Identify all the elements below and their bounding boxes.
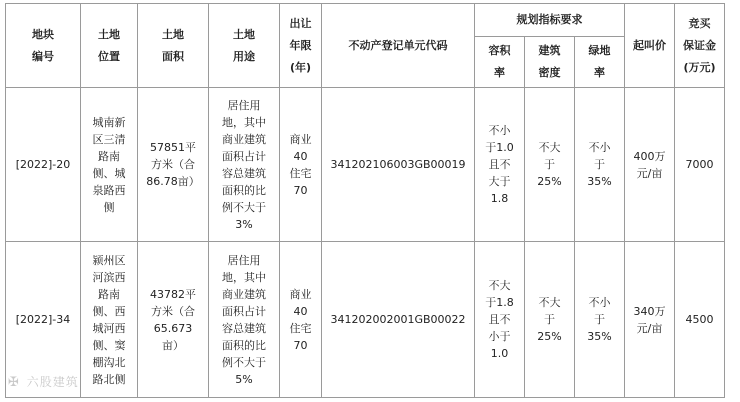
header-location: 土地 位置 bbox=[81, 4, 138, 88]
density-cell: 不大 于 25% bbox=[525, 88, 575, 242]
location-cell: 城南新 区三清 路南 侧、城 泉路西 侧 bbox=[81, 88, 138, 242]
plot-ratio-cell: 不小 于1.0 且不 大于 1.8 bbox=[475, 88, 525, 242]
header-plot-ratio: 容积 率 bbox=[475, 37, 525, 88]
deposit-cell: 4500 bbox=[675, 242, 725, 398]
land-auction-table bbox=[5, 3, 725, 398]
density-cell: 不大 于 25% bbox=[525, 242, 575, 398]
start-price-cell: 400万 元/亩 bbox=[625, 88, 675, 242]
green-cell: 不小 于 35% bbox=[575, 88, 625, 242]
table-row bbox=[6, 242, 725, 398]
use-cell: 居住用 地，其中 商业建筑 面积占计 容总建筑 面积的比 例不大于 5% bbox=[209, 242, 280, 398]
green-cell: 不小 于 35% bbox=[575, 242, 625, 398]
header-area: 土地 面积 bbox=[138, 4, 209, 88]
unit-code-cell: 341202106003GB00019 bbox=[322, 88, 475, 242]
location-cell: 颍州区 河滨西 路南 侧、西 城河西 侧、窦 棚沟北 路北侧 bbox=[81, 242, 138, 398]
watermark-logo-icon: ✠ bbox=[8, 375, 20, 390]
area-cell: 57851平 方米（合 86.78亩） bbox=[138, 88, 209, 242]
header-planning: 规划指标要求 bbox=[475, 4, 625, 37]
plot-ratio-cell: 不大 于1.8 且不 小于 1.0 bbox=[475, 242, 525, 398]
area-cell: 43782平 方米（合 65.673 亩） bbox=[138, 242, 209, 398]
use-cell: 居住用 地，其中 商业建筑 面积占计 容总建筑 面积的比 例不大于 3% bbox=[209, 88, 280, 242]
watermark-text: 六股建筑 bbox=[26, 375, 79, 389]
unit-code-cell: 341202002001GB00022 bbox=[322, 242, 475, 398]
plot-number-cell: [2022]-34 bbox=[6, 242, 81, 398]
header-unit-code: 不动产登记单元代码 bbox=[322, 4, 475, 88]
header-term: 出让 年限 (年) bbox=[280, 4, 322, 88]
header-green: 绿地 率 bbox=[575, 37, 625, 88]
header-density: 建筑 密度 bbox=[525, 37, 575, 88]
header-plot-number: 地块 编号 bbox=[6, 4, 81, 88]
start-price-cell: 340万 元/亩 bbox=[625, 242, 675, 398]
header-start-price: 起叫价 bbox=[625, 4, 675, 88]
table-row bbox=[6, 88, 725, 242]
deposit-cell: 7000 bbox=[675, 88, 725, 242]
term-cell: 商业 40 住宅 70 bbox=[280, 88, 322, 242]
header-use: 土地 用途 bbox=[209, 4, 280, 88]
term-cell: 商业 40 住宅 70 bbox=[280, 242, 322, 398]
plot-number-cell: [2022]-20 bbox=[6, 88, 81, 242]
header-deposit: 竞买 保证金 (万元) bbox=[675, 4, 725, 88]
